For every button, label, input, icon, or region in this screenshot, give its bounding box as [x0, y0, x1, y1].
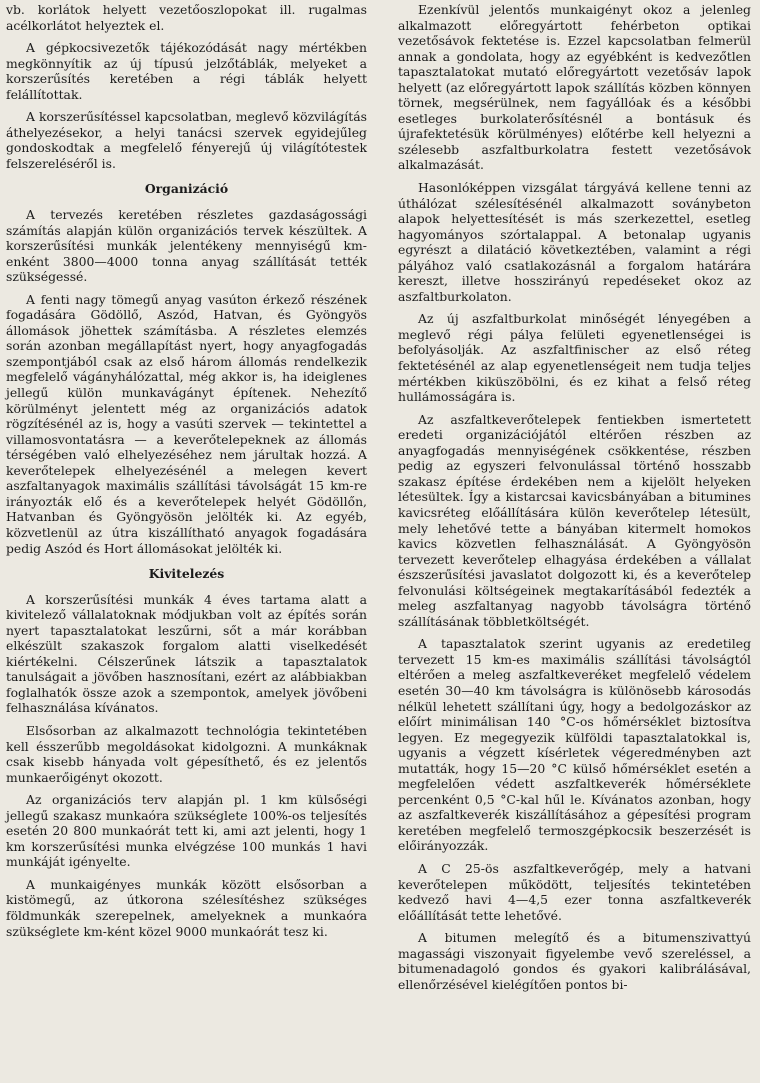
paragraph: A tervezés keretében részletes gazdaságossági számítás alapján külön organizációs tervek készültek. A korszerűsítési munkák jelentékeny mennyiségű km-enként 3800—4000 tonna anyag szállítását tették szükségessé. — [6, 207, 367, 285]
section-heading-kivitelezes: Kivitelezés — [148, 566, 225, 582]
paragraph: vb. korlátok helyett vezetőoszlopokat ill. rugalmas acélkorlátot helyeztek el. — [6, 2, 367, 33]
paragraph: A korszerűsítési munkák 4 éves tartama alatt a kivitelező vállalatoknak módjukban volt az építés során nyert tapasztalatokat leszűrni, sőt a már korábban elkészült szakaszok forgalom alatti viselkedését kiértékelni. Célszerűnek látszik a tapasztalatok tanulságait a jövőben hasznosítani, ezért az alábbiakban foglalhatók össze azok a szempontok, amelyek jövőbeni felhasználása kívánatos. — [6, 591, 367, 716]
paragraph: Az organizációs terv alapján pl. 1 km külsőségi jellegű szakasz munkaóra szükséglete 100%-os teljesítés esetén 20 800 munkaórát tett ki, ami azt jelenti, hogy 1 km korszerűsítési munka elvégzése 100 munkás 1 havi munkáját igényelte. — [6, 792, 367, 870]
paragraph: A fenti nagy tömegű anyag vasúton érkező részének fogadására Gödöllő, Aszód, Hatvan, és Gyöngyös állomások jöhettek számításba. A részletes elemzés során azonban megállapítást nyert, hogy anyagfogadás szempontjából csak az első három állomás rendelkezik megfelelő vágányhálózattal, még akkor is, ha ideiglenes jellegű külön munkavágányt építenek. Nehezítő körülményt jelentett még az organizációs adatok rögzítésénél az is, hogy a vasúti szervek — tekintettel a villamosvontatásra — a keverőtelepeknek az állomás térségében való elhelyezéséhez nem járultak hozzá. A keverőtelepek elhelyezésénél a melegen kevert aszfaltanyagok maximális szállítási távolságát 15 km-re irányozták elő és a keverőtelepek helyét Gödöllőn, Hatvanban és Gyöngyösön jelölték ki. Az egyéb, közvetlenül az útra kiszállítható anyagok fogadására pedig Aszód és Hort állomásokat jelölték ki. — [6, 291, 367, 556]
paragraph: A korszerűsítéssel kapcsolatban, meglevő közvilágítás áthelyezésekor, a helyi tanácsi szervek egyidejűleg gondoskodtak a megfelelő fényerejű új világítótestek felszereléséről is. — [6, 109, 367, 171]
paragraph: Elsősorban az alkalmazott technológia tekintetében kell ésszerűbb megoldásokat kidolgozni. A munkáknak csak kisebb hányada volt gépesíthető, és ez jelentős munkaerőigényt okozott. — [6, 722, 367, 785]
paragraph: A bitumen melegítő és a bitumenszivattyú magassági viszonyait figyelembe vevő szereléssel, a bitumenadagoló gondos és gyakori kalibrálásával, ellenőrzésével kielégítően pontos bi- — [398, 930, 751, 992]
paragraph: Az aszfaltkeverőtelepek fentiekben ismertetett eredeti organizációjától eltérően részben az anyagfogadás mennyiségének csökkentése, részben pedig az egyszeri felvonulással történő hosszabb szakasz építése érdekében nem a kijelölt helyeken létesültek. Így a kistarcsai kavicsbányában a bitumines kavicsréteg előállítására külön keverőtelep létesült, mely lehetővé tette a bányában kitermelt homokos kavics közvetlen felhasználását. A Gyöngyösön tervezett keverőtelep elhagyása érdekében a vállalat észszerűsítési javaslatot dolgozott ki, és a keverőtelep felvonulási költségeinek megtakarításából fedezték a meleg aszfaltanyag nagyobb távolságra történő szállításának többletköltségét. — [398, 411, 751, 629]
paragraph: A tapasztalatok szerint ugyanis az eredetileg tervezett 15 km-es maximális szállítási távolságtól eltérően a meleg aszfaltkeveréket megfelelő védelem esetén 30—40 km távolságra is különösebb károsodás nélkül lehetett szállítani úgy, hogy a bedolgozáskor az előírt minimálisan 140 °C-os hőmérséklet biztosítva legyen. Ez megegyezik külföldi tapasztalatokkal is, ugyanis a végzett kísérletek végeredményben azt mutatták, hogy 15—20 °C külső hőmérséklet esetén a megfelelően védett aszfaltkeverék hőmérséklete percenként 0,5 °C-kal hűl le. Kívánatos azonban, hogy az aszfaltkeverék kiszállításához a gépesítési program keretében megfelelő termoszgépkocsik beszerzését is előirányozzák. — [398, 636, 751, 854]
paragraph: Az új aszfaltburkolat minőségét lényegében a meglevő régi pálya felületi egyenetlenségei is befolyásolják. Az aszfaltfinischer az első réteg fektetésénél az alap egyenetlenségeit nem tudja teljes mértékben kiküszöbölni, és ez kihat a felső réteg hullámosságára is. — [398, 311, 751, 405]
left-column — [6, 2, 367, 946]
paragraph: A gépkocsivezetők tájékozódását nagy mértékben megkönnyítik az új típusú jelzőtáblák, melyeket a korszerűsítés keretében a régi táblák helyett felállítottak. — [6, 40, 367, 102]
section-heading-organizacio: Organizáció — [144, 181, 229, 197]
paragraph: A munkaigényes munkák között elsősorban a kistömegű, az útkorona szélesítéshez szükséges földmunkák szerepelnek, amelyeknek a munkaóra szükséglete km-ként közel 9000 munkaórát tesz ki. — [6, 876, 367, 939]
paragraph: Hasonlóképpen vizsgálat tárgyává kellene tenni az úthálózat szélesítésénél alkalmazott soványbeton alapok helyettesítését is más szerkezettel, esetleg hagyományos szórtalappal. A betonalap ugyanis egyrészt a dilatáció következtében, valamint a régi pályához való csatlakozásnál a forgalom határára kereszt, illetve hosszirányú repedéseket okoz az aszfaltburkolaton. — [398, 180, 751, 304]
paragraph: A C 25-ös aszfaltkeverőgép, mely a hatvani keverőtelepen működött, teljesítés tekintetében kedvező havi 4—4,5 ezer tonna aszfaltkeverék előállítását tette lehetővé. — [398, 860, 751, 923]
paragraph: Ezenkívül jelentős munkaigényt okoz a jelenleg alkalmazott előregyártott fehérbeton optikai vezetősávok fektetése is. Ezzel kapcsolatban felmerül annak a gondolata, hogy az egyébként is kedvezőtlen tapasztalatokat mutató előregyártott vezetősáv lapok helyett (az előregyártott lapok szállítás közben könnyen törnek, megsérülnek, nem fagyállóak és a későbbi esetleges burkolaterősítésnél a bontásuk és újrafektetésük körülményes) előtérbe kell helyezni a szélesebb aszfaltburkolatra festett vezetősávok alkalmazását. — [398, 2, 751, 173]
right-column — [398, 2, 751, 999]
